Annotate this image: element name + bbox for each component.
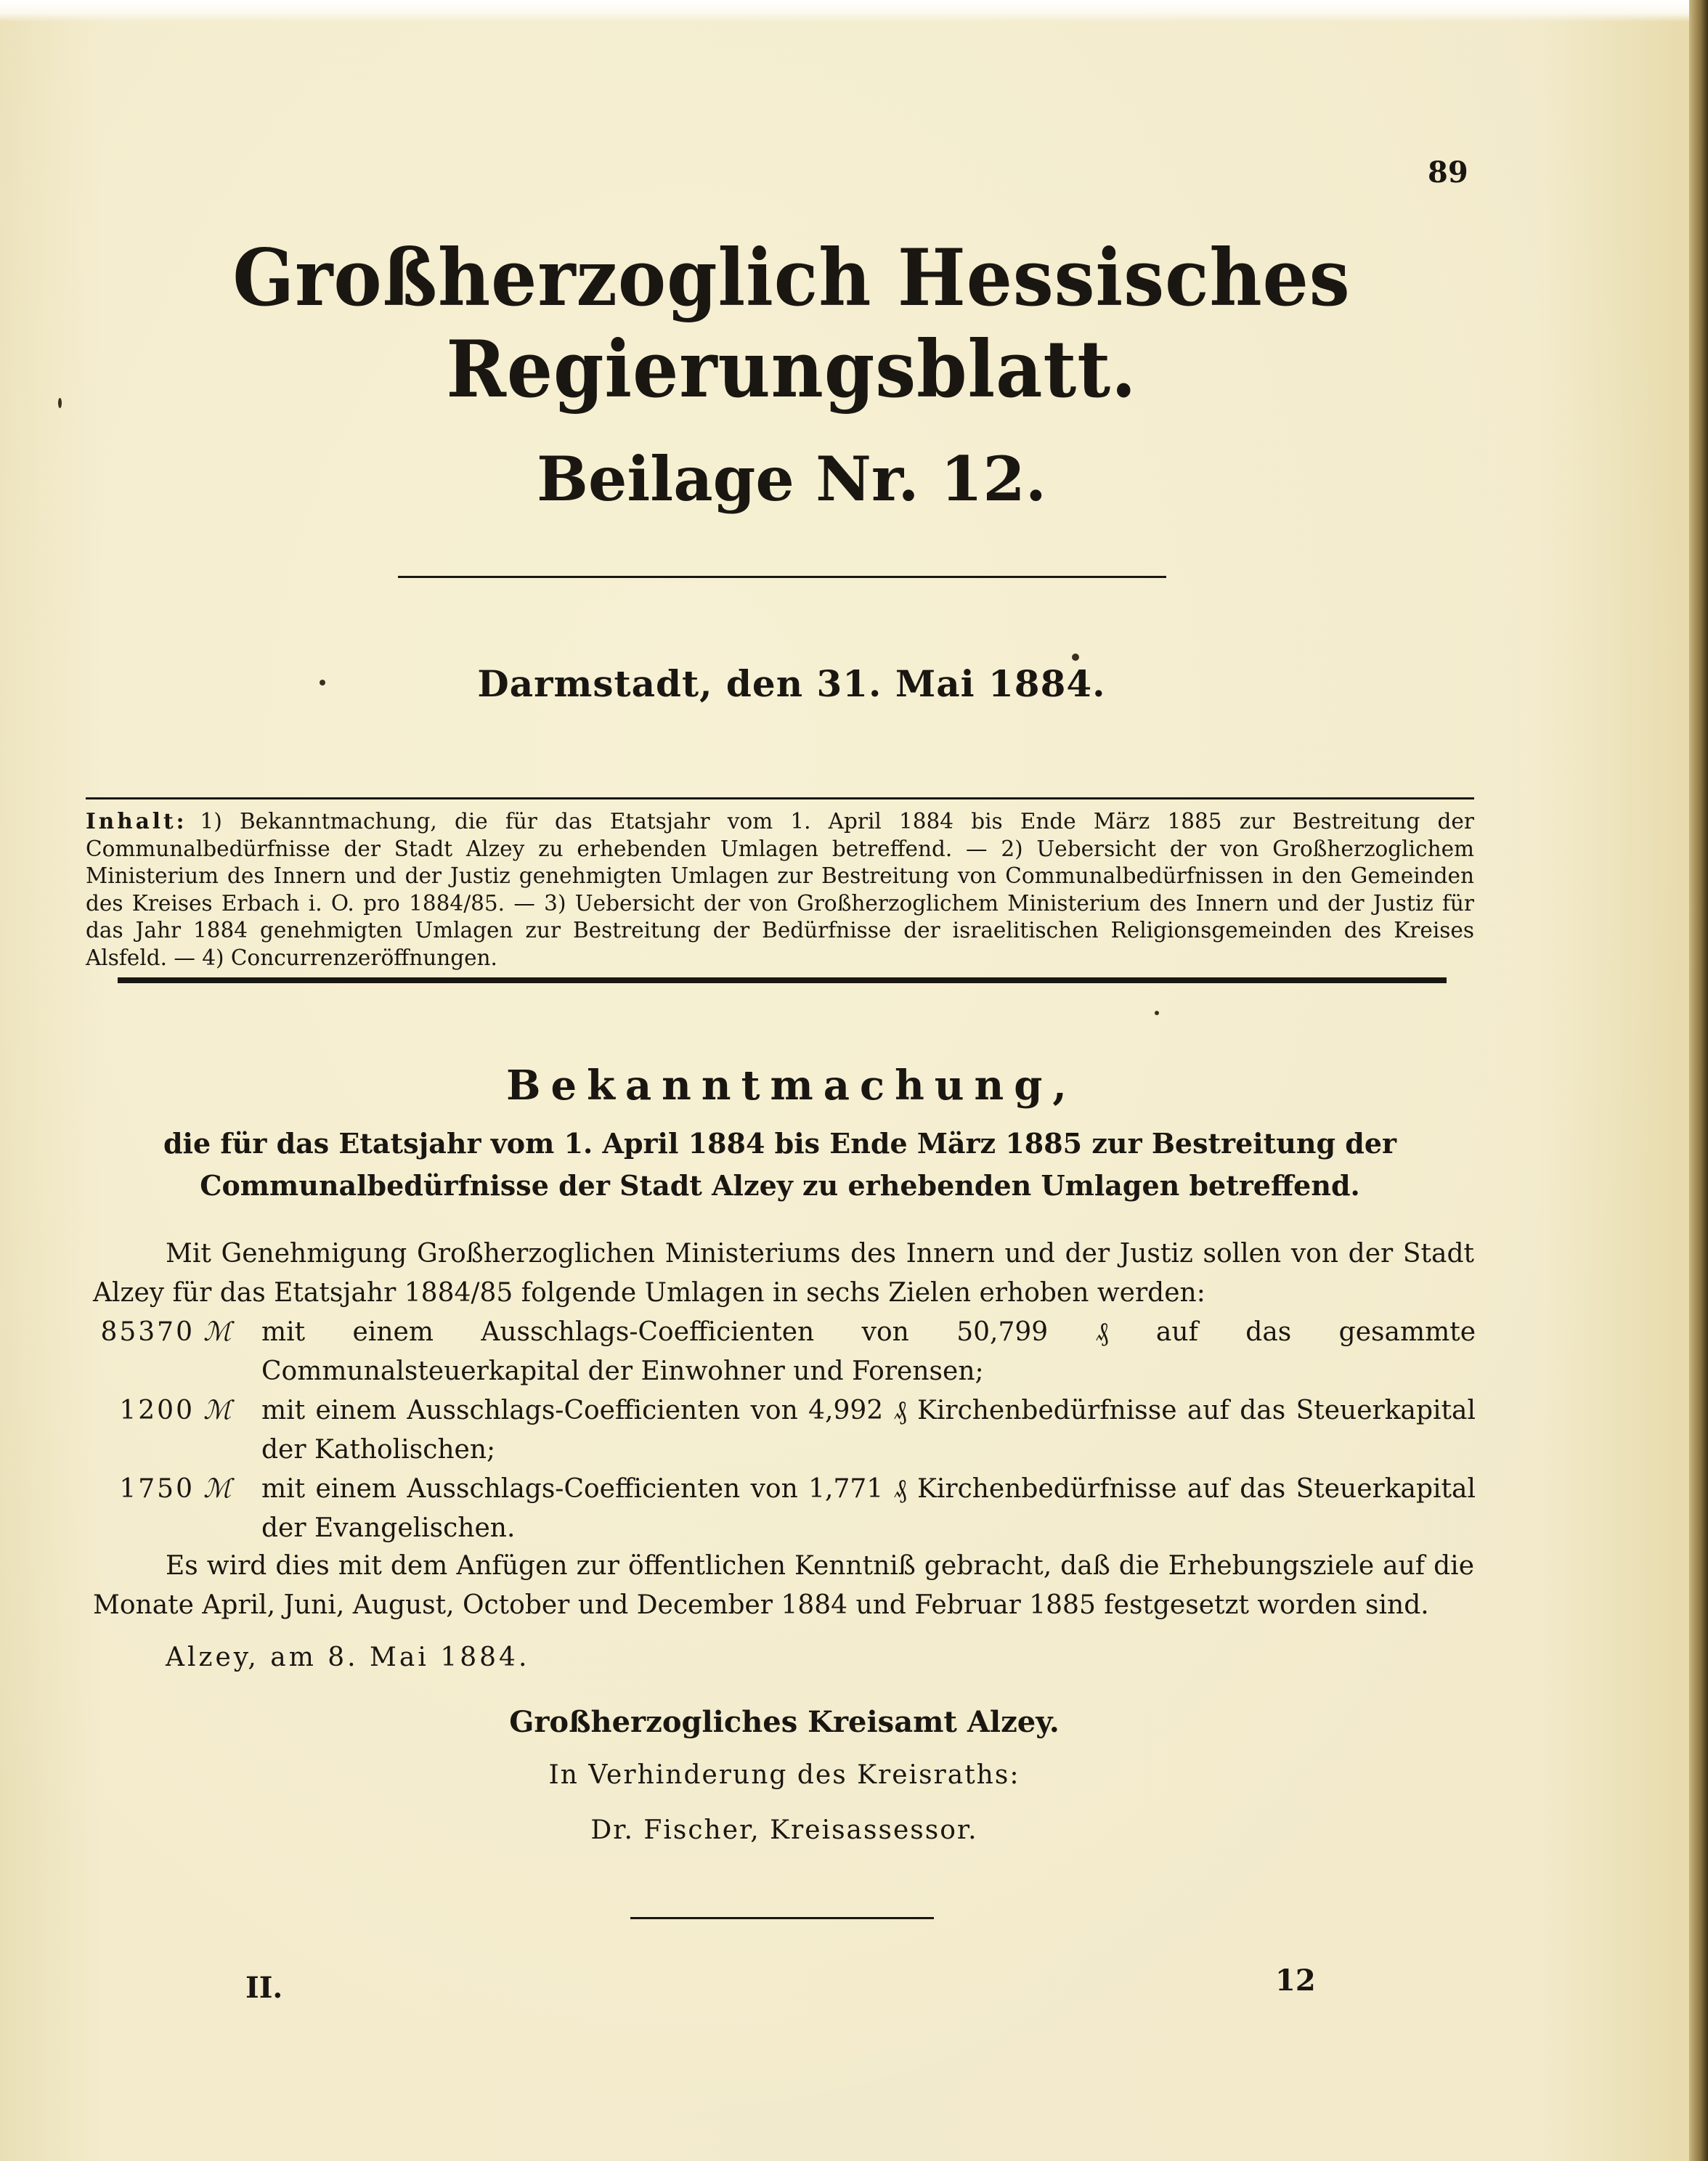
signatory: Dr. Fischer, Kreisassessor. <box>590 1815 978 1845</box>
notice-intro-paragraph: Mit Genehmigung Großherzoglichen Ministeriums des Innern und der Justiz sollen von der Stadt Alzey für das Etatsjahr 1884/85 folgende Umlagen in sechs Zielen erhoben werden: <box>93 1239 1474 1308</box>
deputy-line: In Verhinderung des Kreisraths: <box>548 1760 1020 1790</box>
contents-top-rule <box>86 797 1474 799</box>
paper-speck <box>1155 1011 1159 1015</box>
table-of-contents <box>86 807 1474 972</box>
page-binding-edge <box>1689 0 1708 2161</box>
contents-text: 1) Bekanntmachung, die für das Etatsjahr vom 1. April 1884 bis Ende März 1885 zur Bestreitung der Communalbedürfnisse der Stadt Alzey zu erhebenden Umlagen betreffend. — 2) Uebersicht der von Großherzoglichem Ministerium des Innern und der Justiz genehmigten Umlagen zur Bestreitung von Communalbedürfnissen in den Gemeinden des Kreises Erbach i. O. pro 1884/85. — 3) Uebersicht der von Großherzoglichem Ministerium des Innern und der Justiz für das Jahr 1884 genehmigten Umlagen zur Bestreitung der Bedürfnisse der israelitischen Religionsgemeinden des Kreises Alsfeld. — 4) Concurrenzeröffnungen. <box>86 809 1474 970</box>
levy-entry <box>93 1313 1476 1391</box>
notice-title: Bekanntmachung, <box>506 1062 1077 1110</box>
mark-currency-symbol: ℳ <box>203 1317 232 1347</box>
paper-speck <box>1072 654 1079 661</box>
levy-description: mit einem Ausschlags-Coefficienten von 1,771 ₰ Kirchenbedürfnisse auf das Steuerkapital der Evangelischen. <box>261 1474 1476 1543</box>
paper-speck <box>58 398 62 408</box>
notice-closing-paragraph: Es wird dies mit dem Anfügen zur öffentlichen Kenntniß gebracht, daß die Erhebungsziele auf die Monate April, Juni, August, October und December 1884 und Februar 1885 festgesetzt worden sind. <box>93 1551 1474 1620</box>
closing-rule <box>630 1917 934 1919</box>
levy-description: mit einem Ausschlags-Coefficienten von 50,799 ₰ auf das gesammte Communalsteuerkapital der Einwohner und Forensen; <box>261 1317 1476 1386</box>
contents-bottom-rule <box>118 977 1447 983</box>
divider-rule <box>398 576 1166 578</box>
mark-currency-symbol: ℳ <box>203 1396 232 1425</box>
footer-sheet-number: 12 <box>1275 1963 1316 1998</box>
levy-entry <box>93 1470 1476 1548</box>
place-and-date: Alzey, am 8. Mai 1884. <box>166 1643 530 1672</box>
levy-amount: 1200 <box>119 1396 195 1425</box>
levy-description: mit einem Ausschlags-Coefficienten von 4,992 ₰ Kirchenbedürfnisse auf das Steuerkapital der Katholischen; <box>261 1396 1476 1465</box>
mark-currency-symbol: ℳ <box>203 1474 232 1504</box>
masthead-text: Großherzoglich Hessisches Regierungsblatt. <box>232 232 1351 415</box>
issue-date-line: Darmstadt, den 31. Mai 1884. <box>477 662 1106 705</box>
issuing-authority: Großherzogliches Kreisamt Alzey. <box>509 1705 1060 1739</box>
masthead-title <box>63 232 1635 415</box>
paper-speck <box>320 680 325 685</box>
page-top-edge <box>0 0 1708 22</box>
supplement-number: Beilage Nr. 12. <box>536 443 1047 515</box>
levy-entry <box>93 1391 1476 1470</box>
page-number: 89 <box>1428 155 1468 190</box>
footer-section-mark: II. <box>245 1971 283 2005</box>
contents-label: Inhalt: <box>86 808 187 834</box>
levy-amount: 85370 <box>100 1317 195 1347</box>
levy-amount: 1750 <box>119 1474 195 1504</box>
notice-subtitle: die für das Etatsjahr vom 1. April 1884 bis Ende März 1885 zur Bestreitung der Communalbedürfnisse der Stadt Alzey zu erhebenden Umlagen betreffend. <box>163 1127 1397 1202</box>
